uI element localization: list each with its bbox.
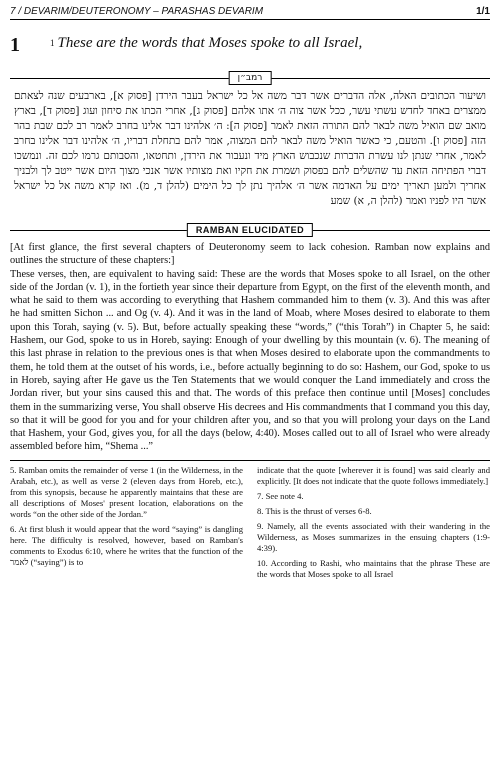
ramban-hebrew-text: ושיעור הכתובים האלה, אלה הדברים אשר דבר משה אל כל ישראל בעבר הירדן [פסוק א], בארבעים שנה לצאתם ממצרים באחד לחדש עשתי עשר, ככל אשר צוה ה׳ אתו אלהם [פסוק ג], אחרי הכתו את סיחון ועוג [פסוק ד], בארץ מואב שם הואיל משה לבאר להם התורה הזאת לאמר [פסוק ה]: ה׳ אלהינו דבר אלינו בחרב לאמר רב לכם שבת בהר הזה [פסוק ו]. והטעם, כי כאשר הואיל משה לבאר להם המצוה, אמר להם בתחלת דבריו, ה׳ אלהינו דבר אלינו בחרב לאמר, אחרי שנתן לנו עשרת הדברות שנכבוש הארץ מיד ונעבור את הירדן, ותחטאו, והסבותם גרמו לכם זה. ונמשכו דברי הפתיחה הזאת עד שהשלים להם בפסוק ושמרת את חקיו ואת מצותיו אשר אנכי מצוך היום אשר ייטב לך ולבניך אחריך ולמען תאריך ימים על האדמה אשר ה׳ אלהיך נתן לך כל הימים (להלן ד, מ). ואז קרא משה אל כל ישראל אשר היו לפניו ואמר (להלן ה, א) שמע [14,90,486,207]
footnote: 9. Namely, all the events associated with their wandering in the Wilderness, as Moses summarizes in the ensuing chapters (1:9-4:39). [257,520,490,553]
folio: 1/1 [476,6,490,17]
verse-line [10,34,490,57]
chapter-number: 1 [10,34,20,56]
elucidated-label-row [10,223,490,237]
verse-text [50,34,362,52]
elucidated-label: RAMBAN ELUCIDATED [187,223,313,237]
verse-english: These are the words that Moses spoke to all Israel, [57,35,363,51]
footnotes-right-column [257,465,490,584]
ramban-label: רמב״ן [229,71,272,85]
footnotes [10,465,490,584]
footnotes-left-column [10,465,243,584]
running-header [10,6,490,17]
footnote: 10. According to Rashi, who maintains that the phrase These are the words that Moses spoke to all Israel [257,557,490,579]
footnote: 5. Ramban omits the remainder of verse 1 (in the Wilderness, in the Arabah, etc.), as well as verse 2 (eleven days from Horeb, etc.), from this synopsis, because he apparently maintains that these are all descriptions of Moses' present location, elaborations on the words “on the other side of the Jordan.” [10,464,243,519]
verse-number: 1 [50,38,55,48]
running-header-title: 7 / DEVARIM/DEUTERONOMY – PARASHAS DEVARIM [10,6,264,17]
footnote-rule [10,460,490,461]
elucidated-paragraph: These verses, then, are equivalent to having said: These are the words that Moses spoke to all Israel, on the other side of the Jordan (v. 1), in the fortieth year since their departure from Egypt, on the first of the eleventh month, and what he said to them was according to everything that Hashem commanded him to them (v. 3). And this was after he had smitten Sichon ... and Og (v. 4). And it was in the land of Moab, where Moses desired to elaborate to them upon this Torah, saying (v. 5). But, before actually speaking these “words,” (“this Torah”) in Chapter 5, he said: Hashem, our God, spoke to us in Horeb, saying: Enough of your dwelling by this mountain (v. 6). The meaning of this last phrase in relation to the previous ones is that when Moses desired to elaborate upon the commandments to them, he told them at the outset of his words, i.e., before actually beginning to do so: Hashem, our God, spoke to us in Horeb, saying after He gave us the Ten Statements that we would conquer the Land immediately and cross the Jordan river, but your sins caused this and that. The words of this preface then continue until [Moses] concludes them in the summarizing verse, You shall observe His decrees and His commandments that I command you this day, so that it will be good for you and for your children after you, and so that you will prolong your days on the Land that Hashem, your God, gives you, for all the days (below, 4:40). Moses called out to all of Israel who were already assembled before him, “Shema ...” [10,268,490,453]
footnote: 8. This is the thrust of verses 6-8. [257,505,372,516]
elucidated-body [10,241,490,454]
footnote: indicate that the quote [wherever it is found] was said clearly and explicitly. [It does not indicate that the quote follows immediately.] [257,464,490,486]
elucidated-intro: [At first glance, the first several chapters of Deuteronomy seem to lack cohesion. Ramban now explains and outlines the structure of these chapters:] [10,242,490,267]
footnote: 6. At first blush it would appear that the word “saying” is dangling here. The difficulty is resolved, however, based on Ramban's comments to Exodus 6:10, where he writes that the function of the לאמר (“saying”) is to [10,523,243,567]
header-rule [10,19,490,20]
ramban-label-row [10,71,490,85]
footnote: 7. See note 4. [257,490,304,501]
